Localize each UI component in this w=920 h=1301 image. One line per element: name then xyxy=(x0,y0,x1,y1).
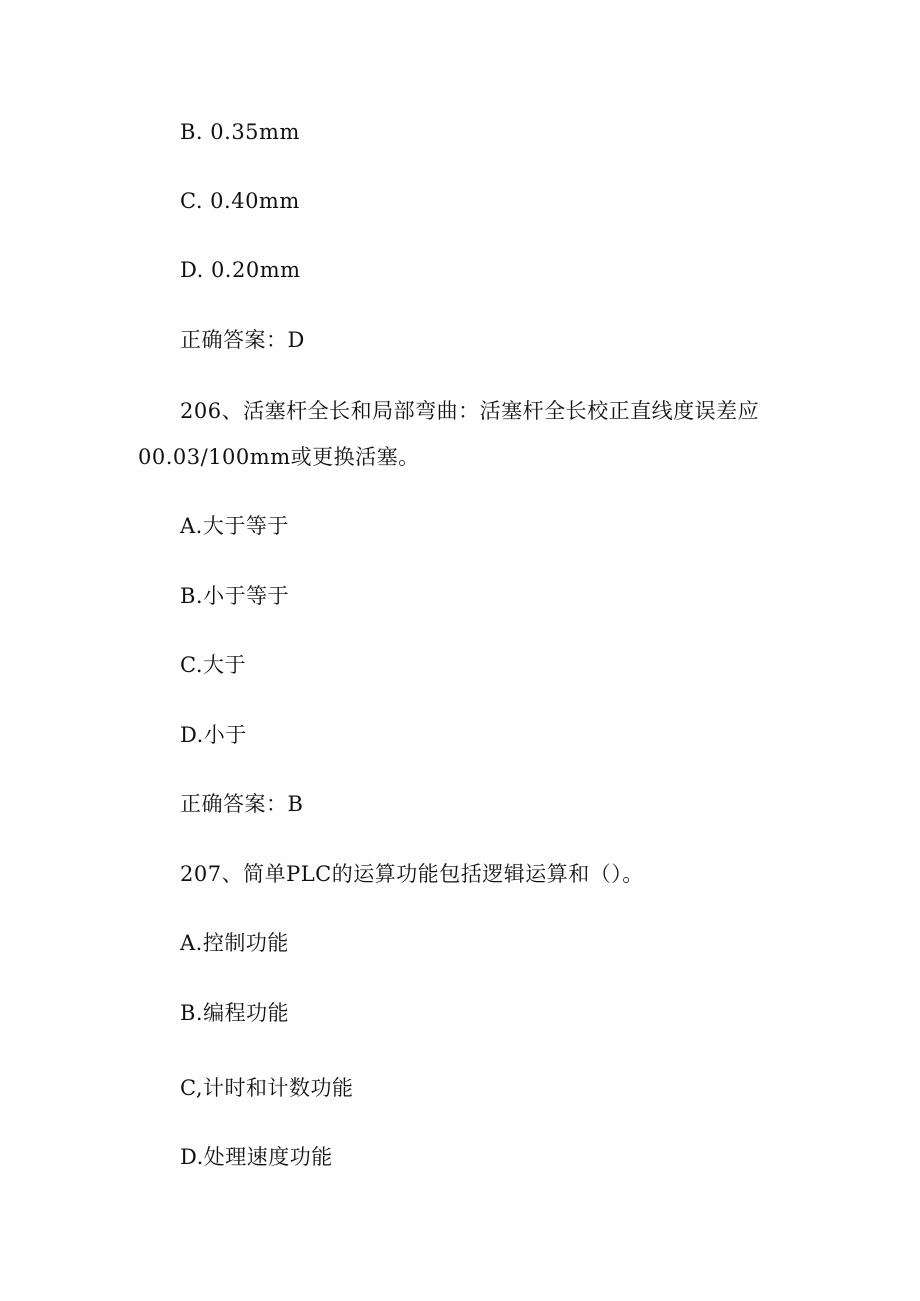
q207-option-a: A.控制功能 xyxy=(180,931,289,955)
q205-option-b: B. 0.35mm xyxy=(180,120,300,144)
q207-option-b: B.编程功能 xyxy=(180,1001,290,1025)
q206-stem-line1: 206、活塞杆全长和局部弯曲：活塞杆全长校正直线度误差应 xyxy=(180,399,760,423)
q206-stem-line2: 00.03/100mm或更换活塞。 xyxy=(138,445,420,469)
q207-option-c: C,计时和计数功能 xyxy=(180,1076,354,1100)
q207-option-d: D.处理速度功能 xyxy=(180,1145,333,1169)
q206-option-a: A.大于等于 xyxy=(180,514,289,538)
q206-option-b: B.小于等于 xyxy=(180,584,290,608)
q206-answer: 正确答案：B xyxy=(180,792,304,816)
q205-option-c: C. 0.40mm xyxy=(180,189,300,213)
q206-option-c: C.大于 xyxy=(180,653,246,677)
q207-stem: 207、简单PLC的运算功能包括逻辑运算和（）。 xyxy=(180,862,644,886)
q205-answer: 正确答案：D xyxy=(180,328,305,352)
q205-option-d: D. 0.20mm xyxy=(180,258,301,282)
q206-option-d: D.小于 xyxy=(180,723,247,747)
